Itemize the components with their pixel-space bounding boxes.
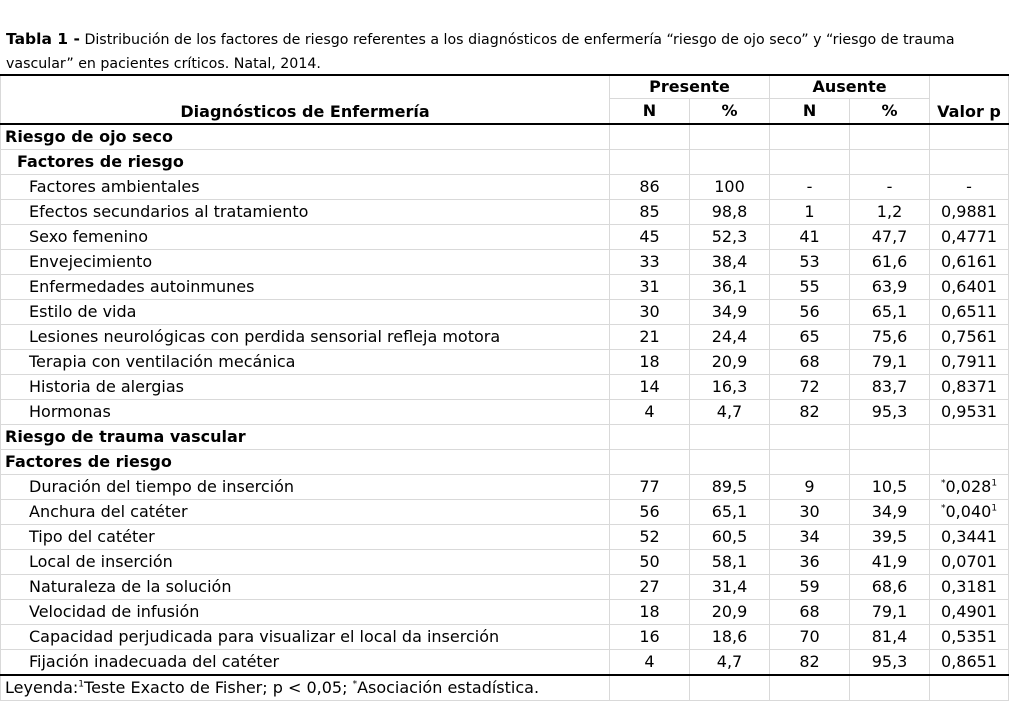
absent-n: 56 [770, 300, 850, 325]
empty-cell [770, 425, 850, 450]
table-row [1, 350, 1009, 375]
present-pct: 36,1 [690, 275, 770, 300]
p-value: 0,8371 [941, 377, 998, 396]
present-pct: 34,9 [690, 300, 770, 325]
risk-factor-label: Fijación inadecuada del catéter [1, 650, 610, 676]
p-value-cell [930, 200, 1009, 225]
present-pct: 31,4 [690, 575, 770, 600]
header-absent-n: N [770, 99, 850, 125]
risk-factor-label: Efectos secundarios al tratamiento [1, 200, 610, 225]
absent-n: 55 [770, 275, 850, 300]
legend-text-1: Teste Exacto de Fisher; p < 0,05; [84, 678, 353, 697]
empty-cell [610, 124, 690, 150]
section-title: Riesgo de trauma vascular [1, 425, 610, 450]
absent-n: 65 [770, 325, 850, 350]
risk-factor-label: Estilo de vida [1, 300, 610, 325]
p-value: 0,6511 [941, 302, 998, 321]
present-pct: 4,7 [690, 650, 770, 676]
table-row [1, 550, 1009, 575]
fisher-test-marker: 1 [991, 503, 998, 514]
p-value: 0,3181 [941, 577, 998, 596]
p-value: 0,0701 [941, 552, 998, 571]
p-value-cell [930, 625, 1009, 650]
empty-cell [690, 124, 770, 150]
risk-factor-label: Historia de alergias [1, 375, 610, 400]
present-n: 18 [610, 350, 690, 375]
present-n: 27 [610, 575, 690, 600]
p-value: 0,7561 [941, 327, 998, 346]
p-value-cell [930, 575, 1009, 600]
empty-cell [850, 425, 930, 450]
table-row [1, 200, 1009, 225]
present-pct: 16,3 [690, 375, 770, 400]
risk-factor-label: Duración del tiempo de inserción [1, 475, 610, 500]
header-diagnosis: Diagnósticos de Enfermería [1, 75, 610, 124]
table-row [1, 625, 1009, 650]
present-pct: 38,4 [690, 250, 770, 275]
p-value-cell [930, 225, 1009, 250]
absent-pct: - [850, 175, 930, 200]
absent-pct: 75,6 [850, 325, 930, 350]
empty-cell [930, 425, 1009, 450]
absent-pct: 81,4 [850, 625, 930, 650]
absent-n: 1 [770, 200, 850, 225]
present-pct: 100 [690, 175, 770, 200]
p-value-cell [930, 325, 1009, 350]
present-n: 45 [610, 225, 690, 250]
p-value-cell [930, 250, 1009, 275]
p-value-cell [930, 525, 1009, 550]
table-row [1, 225, 1009, 250]
risk-factor-label: Tipo del catéter [1, 525, 610, 550]
caption-text: Distribución de los factores de riesgo referentes a los diagnósticos de enfermería “riesgo de ojo seco” y “riesgo de trauma vascular” en pacientes críticos. Natal, 2014. [6, 32, 955, 72]
risk-factors-table [0, 74, 1009, 701]
empty-cell [610, 425, 690, 450]
empty-cell [930, 124, 1009, 150]
empty-cell [770, 150, 850, 175]
absent-pct: 68,6 [850, 575, 930, 600]
table-row [1, 300, 1009, 325]
fisher-test-marker: 1 [991, 478, 998, 489]
present-n: 4 [610, 650, 690, 676]
risk-factor-label: Envejecimiento [1, 250, 610, 275]
empty-cell [850, 124, 930, 150]
header-absent-pct: % [850, 99, 930, 125]
p-value-cell [930, 650, 1009, 676]
p-value: 0,6161 [941, 252, 998, 271]
risk-factor-label: Naturaleza de la solución [1, 575, 610, 600]
empty-cell [930, 450, 1009, 475]
absent-pct: 63,9 [850, 275, 930, 300]
header-present-n: N [610, 99, 690, 125]
p-value: 0,040 [945, 502, 992, 521]
section-title: Riesgo de ojo seco [1, 124, 610, 150]
empty-cell [690, 425, 770, 450]
absent-n: 82 [770, 650, 850, 676]
present-pct: 65,1 [690, 500, 770, 525]
empty-cell [690, 150, 770, 175]
p-value: 0,8651 [941, 652, 998, 671]
present-n: 16 [610, 625, 690, 650]
absent-n: 30 [770, 500, 850, 525]
absent-pct: 47,7 [850, 225, 930, 250]
present-pct: 58,1 [690, 550, 770, 575]
p-value: 0,9531 [941, 402, 998, 421]
present-n: 33 [610, 250, 690, 275]
empty-cell [770, 124, 850, 150]
present-pct: 18,6 [690, 625, 770, 650]
p-value-cell [930, 475, 1009, 500]
risk-factor-label: Hormonas [1, 400, 610, 425]
absent-n: - [770, 175, 850, 200]
section-subtitle: Factores de riesgo [1, 450, 610, 475]
absent-pct: 1,2 [850, 200, 930, 225]
absent-pct: 83,7 [850, 375, 930, 400]
p-value-cell [930, 550, 1009, 575]
section-subtitle-row [1, 450, 1009, 475]
present-pct: 98,8 [690, 200, 770, 225]
table-row [1, 650, 1009, 676]
present-n: 14 [610, 375, 690, 400]
p-value-cell [930, 300, 1009, 325]
risk-factor-label: Capacidad perjudicada para visualizar el local da inserción [1, 625, 610, 650]
p-value-cell [930, 350, 1009, 375]
empty-cell [850, 150, 930, 175]
table-row [1, 500, 1009, 525]
present-n: 56 [610, 500, 690, 525]
present-pct: 60,5 [690, 525, 770, 550]
p-value-cell [930, 375, 1009, 400]
p-value-cell [930, 275, 1009, 300]
present-n: 85 [610, 200, 690, 225]
p-value: 0,9881 [941, 202, 998, 221]
absent-n: 82 [770, 400, 850, 425]
absent-n: 53 [770, 250, 850, 275]
absent-n: 59 [770, 575, 850, 600]
table-row [1, 475, 1009, 500]
risk-factor-label: Enfermedades autoinmunes [1, 275, 610, 300]
p-value: - [966, 177, 972, 196]
section-title-row [1, 124, 1009, 150]
empty-cell [690, 450, 770, 475]
present-pct: 24,4 [690, 325, 770, 350]
absent-pct: 34,9 [850, 500, 930, 525]
present-n: 30 [610, 300, 690, 325]
legend-text-2: Asociación estadística. [357, 678, 540, 697]
absent-n: 72 [770, 375, 850, 400]
present-n: 31 [610, 275, 690, 300]
p-value: 0,028 [945, 477, 992, 496]
absent-n: 36 [770, 550, 850, 575]
present-n: 4 [610, 400, 690, 425]
absent-pct: 61,6 [850, 250, 930, 275]
absent-n: 68 [770, 350, 850, 375]
table-row [1, 375, 1009, 400]
table-row [1, 525, 1009, 550]
table-caption [6, 27, 1006, 76]
table-row [1, 325, 1009, 350]
risk-factor-label: Lesiones neurológicas con perdida sensorial refleja motora [1, 325, 610, 350]
legend-sup-1: 1 [78, 679, 85, 690]
p-value: 0,4901 [941, 602, 998, 621]
p-value-cell [930, 500, 1009, 525]
table-row [1, 400, 1009, 425]
absent-n: 68 [770, 600, 850, 625]
header-p-value: Valor p [930, 75, 1009, 124]
p-value: 0,4771 [941, 227, 998, 246]
present-pct: 89,5 [690, 475, 770, 500]
caption-label: Tabla 1 - [6, 30, 80, 48]
empty-cell [850, 450, 930, 475]
absent-pct: 10,5 [850, 475, 930, 500]
association-marker: * [941, 503, 946, 514]
risk-factor-label: Velocidad de infusión [1, 600, 610, 625]
header-present-pct: % [690, 99, 770, 125]
table-row [1, 250, 1009, 275]
p-value-cell [930, 400, 1009, 425]
present-pct: 4,7 [690, 400, 770, 425]
absent-n: 34 [770, 525, 850, 550]
empty-cell [610, 150, 690, 175]
section-subtitle: Factores de riesgo [1, 150, 610, 175]
p-value-cell [930, 600, 1009, 625]
p-value: 0,7911 [941, 352, 998, 371]
empty-cell [610, 450, 690, 475]
present-n: 18 [610, 600, 690, 625]
absent-pct: 79,1 [850, 600, 930, 625]
present-n: 50 [610, 550, 690, 575]
table-row [1, 175, 1009, 200]
section-subtitle-row [1, 150, 1009, 175]
empty-cell [770, 450, 850, 475]
absent-n: 70 [770, 625, 850, 650]
association-marker: * [941, 478, 946, 489]
risk-factor-label: Factores ambientales [1, 175, 610, 200]
p-value-cell [930, 175, 1009, 200]
risk-factor-label: Terapia con ventilación mecánica [1, 350, 610, 375]
section-title-row [1, 425, 1009, 450]
absent-pct: 39,5 [850, 525, 930, 550]
present-n: 21 [610, 325, 690, 350]
present-n: 77 [610, 475, 690, 500]
risk-factor-label: Anchura del catéter [1, 500, 610, 525]
present-n: 86 [610, 175, 690, 200]
absent-n: 9 [770, 475, 850, 500]
absent-pct: 95,3 [850, 650, 930, 676]
table-row [1, 575, 1009, 600]
table-row [1, 600, 1009, 625]
absent-pct: 79,1 [850, 350, 930, 375]
p-value: 0,6401 [941, 277, 998, 296]
header-row-1 [1, 75, 1009, 99]
absent-pct: 41,9 [850, 550, 930, 575]
header-absent: Ausente [770, 75, 930, 99]
p-value: 0,3441 [941, 527, 998, 546]
risk-factor-label: Local de inserción [1, 550, 610, 575]
present-pct: 20,9 [690, 350, 770, 375]
empty-cell [930, 150, 1009, 175]
absent-pct: 65,1 [850, 300, 930, 325]
absent-n: 41 [770, 225, 850, 250]
present-pct: 52,3 [690, 225, 770, 250]
legend-prefix: Leyenda: [5, 678, 79, 697]
present-pct: 20,9 [690, 600, 770, 625]
header-present: Presente [610, 75, 770, 99]
legend-sup-2: * [352, 679, 358, 690]
risk-factor-label: Sexo femenino [1, 225, 610, 250]
p-value: 0,5351 [941, 627, 998, 646]
present-n: 52 [610, 525, 690, 550]
table-row [1, 275, 1009, 300]
absent-pct: 95,3 [850, 400, 930, 425]
